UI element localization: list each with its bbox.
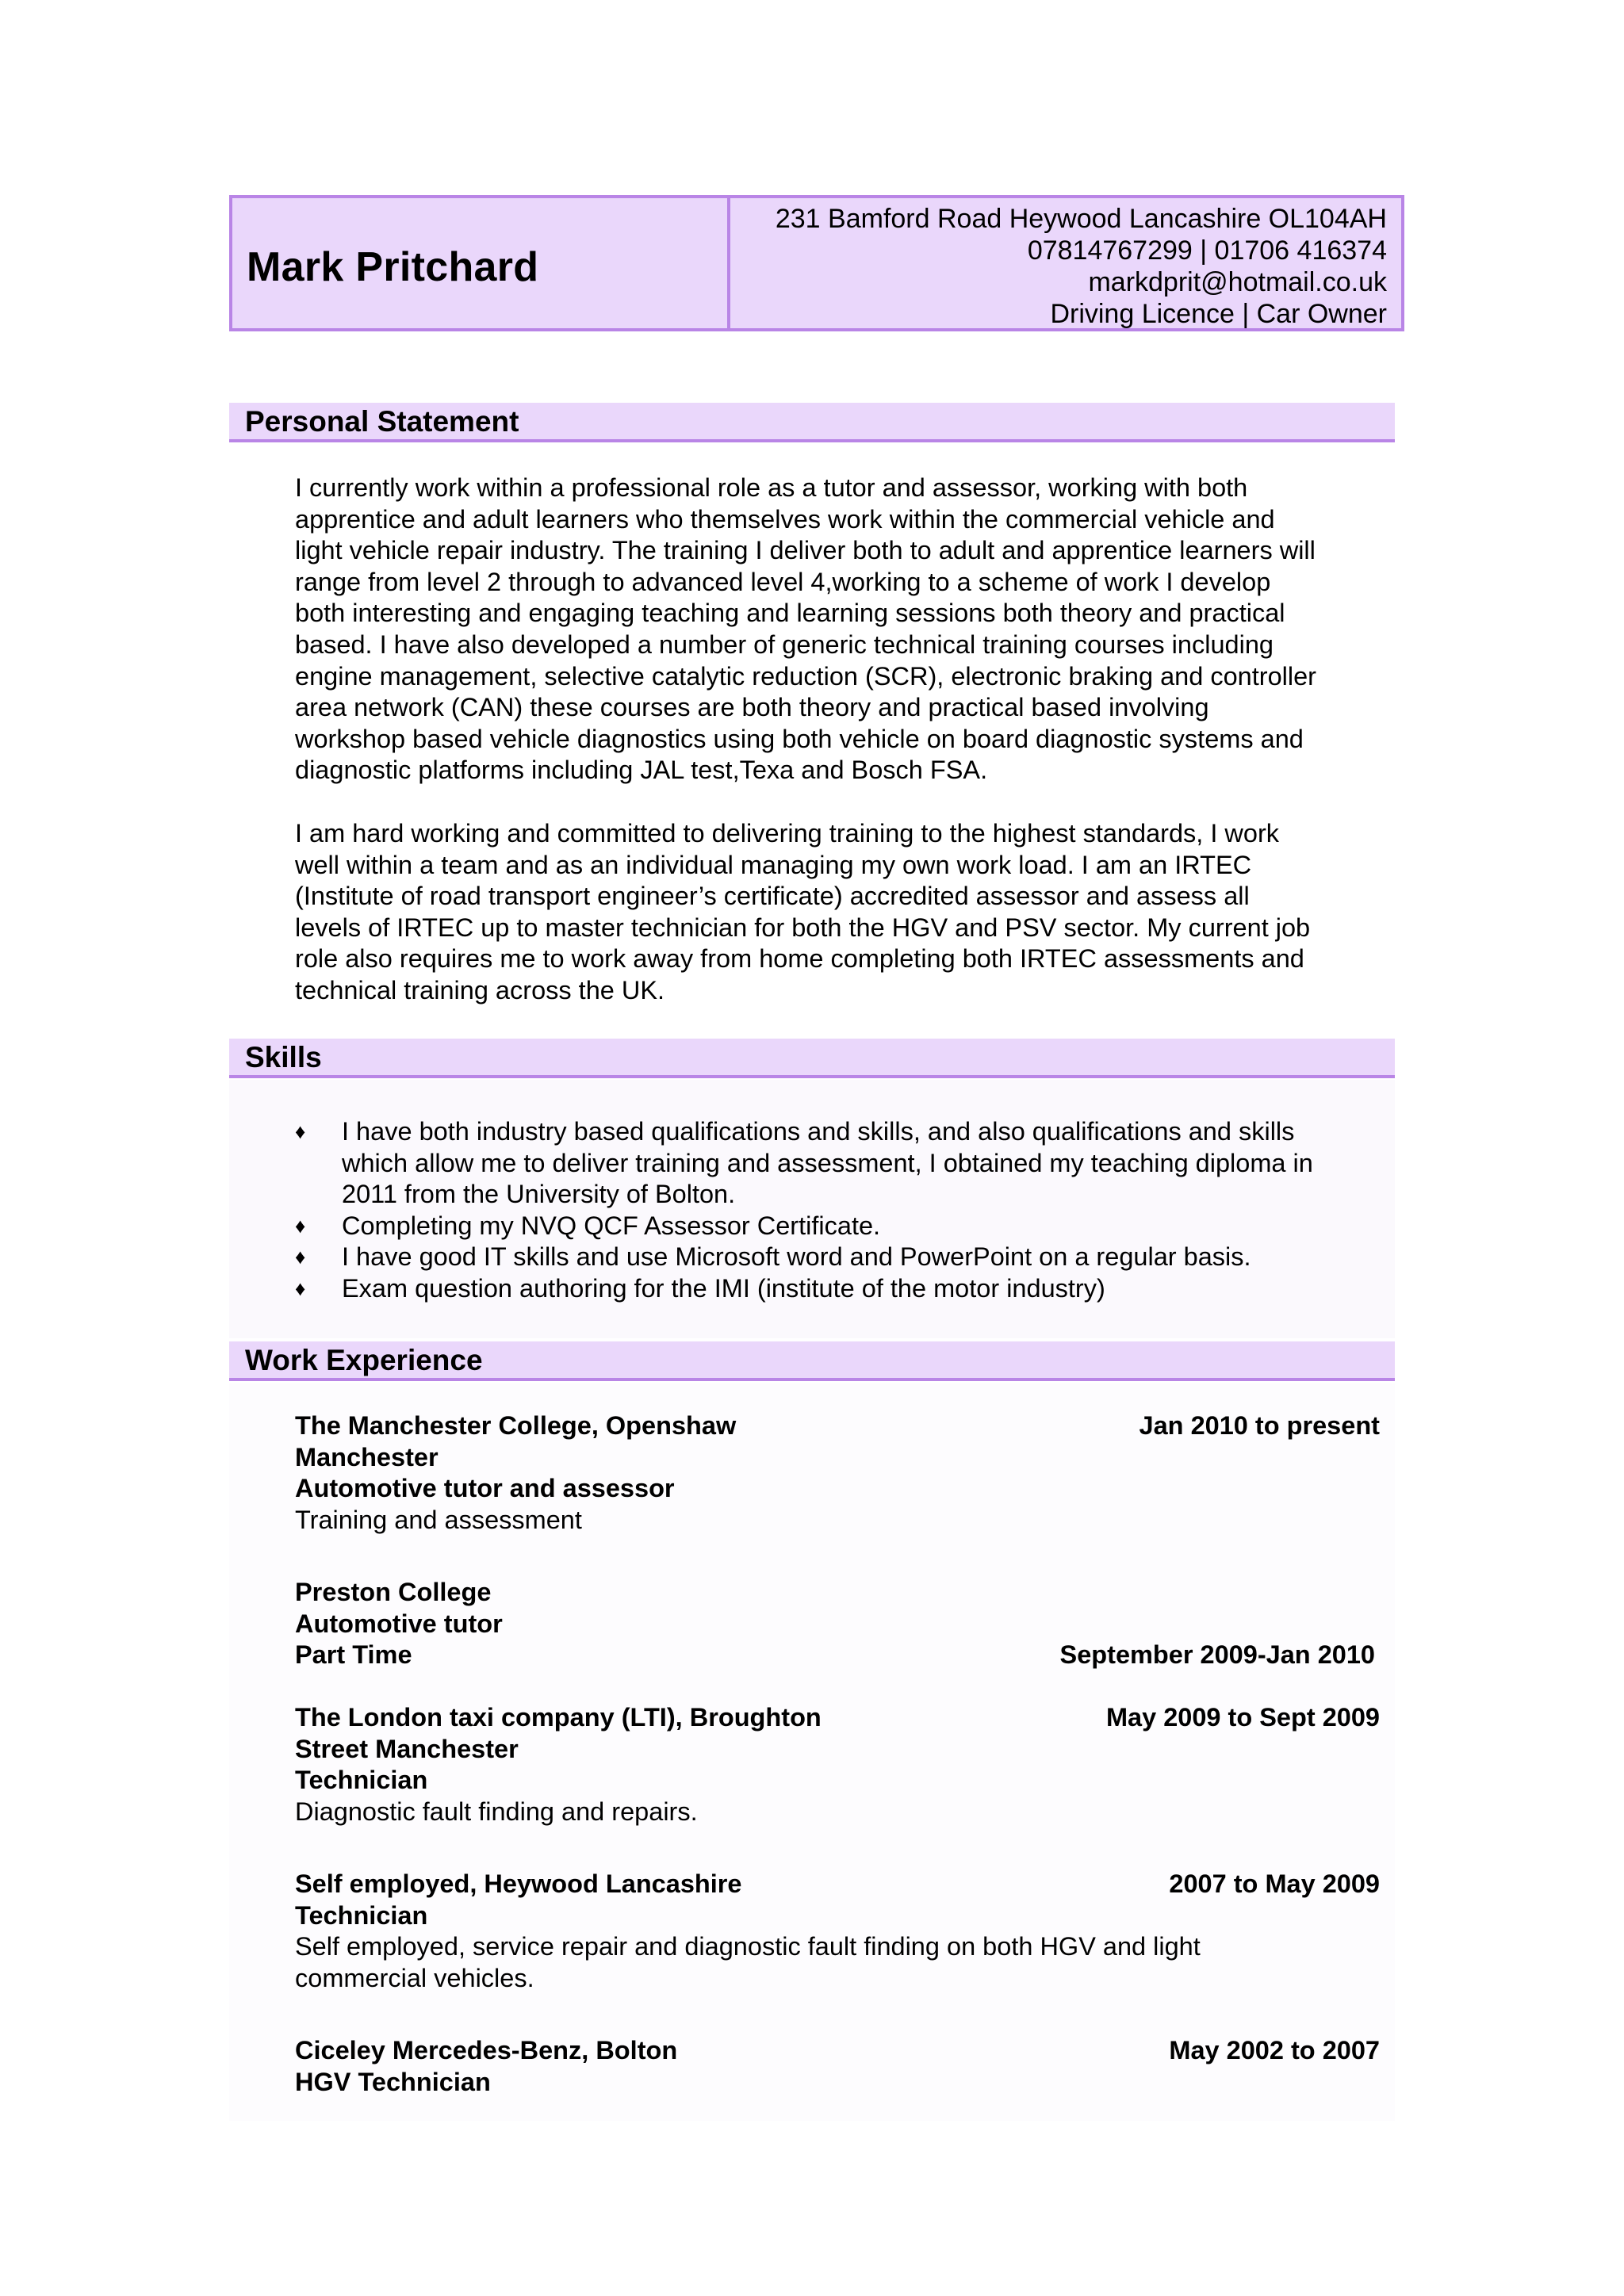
job-entry bbox=[295, 1869, 1380, 1994]
section-heading-work-experience bbox=[229, 1341, 1395, 1381]
list-item bbox=[295, 1116, 1397, 1211]
diamond-bullet-icon: ♦ bbox=[295, 1213, 306, 1238]
section-title: Skills bbox=[245, 1041, 322, 1073]
text-line: role also requires me to work away from home completing both IRTEC assessments and bbox=[295, 944, 1304, 974]
text-line: which allow me to deliver training and assessment, I obtained my teaching diploma in bbox=[342, 1148, 1313, 1177]
job-dates: September 2009-Jan 2010 bbox=[1059, 1640, 1375, 1669]
text-line: well within a team and as an individual managing my own work load. I am an IRTEC bbox=[295, 850, 1252, 879]
list-item bbox=[295, 1273, 1397, 1305]
section-title: Work Experience bbox=[245, 1344, 483, 1376]
text-line: levels of IRTEC up to master technician for both the HGV and PSV sector. My current job bbox=[295, 913, 1311, 942]
job-role: Automotive tutor and assessor bbox=[295, 1474, 675, 1503]
job-dates: May 2002 to 2007 bbox=[1169, 2036, 1380, 2064]
text-line: I am hard working and committed to delivering training to the highest standards, I work bbox=[295, 819, 1280, 848]
job-dates: 2007 to May 2009 bbox=[1169, 1869, 1380, 1898]
job-entry bbox=[295, 1702, 1380, 1827]
diamond-bullet-icon: ♦ bbox=[295, 1245, 306, 1269]
text-line: area network (CAN) these courses are both theory and practical based involving bbox=[295, 693, 1209, 722]
text-line: range from level 2 through to advanced level 4,working to a scheme of work I develop bbox=[295, 567, 1271, 596]
email: markdprit@hotmail.co.uk bbox=[1088, 267, 1387, 297]
text-line: 2011 from the University of Bolton. bbox=[342, 1180, 736, 1209]
job-entry bbox=[295, 2035, 1380, 2098]
text-line: I currently work within a professional role as a tutor and assessor, working with both bbox=[295, 473, 1248, 502]
job-employer: Preston College bbox=[295, 1578, 492, 1606]
job-dates: May 2009 to Sept 2009 bbox=[1105, 1703, 1380, 1732]
job-employer: The Manchester College, Openshaw bbox=[295, 1411, 737, 1440]
job-type: Part Time bbox=[295, 1640, 412, 1670]
list-item bbox=[295, 1211, 1397, 1242]
address: 231 Bamford Road Heywood Lancashire OL104AH bbox=[775, 204, 1387, 234]
job-description: Self employed, service repair and diagnostic fault finding on both HGV and light bbox=[295, 1932, 1201, 1961]
personal-statement-paragraph-2 bbox=[295, 818, 1397, 1007]
resume-header bbox=[229, 195, 1404, 331]
phone-numbers: 07814767299 | 01706 416374 bbox=[1027, 235, 1387, 266]
licence-info: Driving Licence | Car Owner bbox=[1050, 299, 1387, 329]
job-entry bbox=[295, 1410, 1380, 1536]
job-employer: Self employed, Heywood Lancashire bbox=[295, 1869, 742, 1898]
diamond-bullet-icon: ♦ bbox=[295, 1276, 306, 1300]
text-line: apprentice and adult learners who themselves work within the commercial vehicle and bbox=[295, 504, 1275, 534]
candidate-name: Mark Pritchard bbox=[247, 244, 539, 290]
job-role: Technician bbox=[295, 1900, 428, 1930]
text-line: I have good IT skills and use Microsoft word and PowerPoint on a regular basis. bbox=[342, 1242, 1251, 1272]
personal-statement-paragraph-1 bbox=[295, 473, 1397, 786]
job-employer-location: Manchester bbox=[295, 1442, 439, 1471]
text-line: based. I have also developed a number of generic technical training courses including bbox=[295, 629, 1274, 659]
text-line: Exam question authoring for the IMI (institute of the motor industry) bbox=[342, 1273, 1105, 1303]
list-item bbox=[295, 1242, 1397, 1273]
job-role: Technician bbox=[295, 1766, 428, 1795]
job-role: Automotive tutor bbox=[295, 1609, 503, 1638]
job-entry bbox=[295, 1577, 1380, 1671]
name-cell bbox=[232, 198, 730, 328]
diamond-bullet-icon: ♦ bbox=[295, 1119, 306, 1143]
text-line: both interesting and engaging teaching and learning sessions both theory and practical bbox=[295, 599, 1285, 628]
job-role: HGV Technician bbox=[295, 2067, 491, 2096]
text-line: workshop based vehicle diagnostics using both vehicle on board diagnostic systems and bbox=[295, 724, 1304, 753]
skills-list bbox=[295, 1116, 1397, 1305]
text-line: engine management, selective catalytic reduction (SCR), electronic braking and controller bbox=[295, 661, 1317, 691]
text-line: technical training across the UK. bbox=[295, 975, 665, 1004]
job-description: commercial vehicles. bbox=[295, 1963, 534, 1992]
job-description: Training and assessment bbox=[295, 1505, 582, 1534]
section-title: Personal Statement bbox=[245, 405, 519, 438]
job-description: Diagnostic fault finding and repairs. bbox=[295, 1797, 698, 1826]
job-employer: The London taxi company (LTI), Broughton bbox=[295, 1703, 822, 1732]
section-heading-skills bbox=[229, 1039, 1395, 1078]
text-line: I have both industry based qualifications and skills, and also qualifications and skills bbox=[342, 1117, 1295, 1146]
text-line: diagnostic platforms including JAL test,Texa and Bosch FSA. bbox=[295, 756, 988, 785]
job-employer-location: Street Manchester bbox=[295, 1734, 519, 1763]
job-dates: Jan 2010 to present bbox=[1139, 1411, 1380, 1440]
text-line: Completing my NVQ QCF Assessor Certificate. bbox=[342, 1211, 881, 1240]
text-line: light vehicle repair industry. The training I deliver both to adult and apprentice learners will bbox=[295, 536, 1316, 565]
job-employer: Ciceley Mercedes-Benz, Bolton bbox=[295, 2036, 678, 2064]
contact-cell bbox=[730, 198, 1401, 328]
text-line: (Institute of road transport engineer’s certificate) accredited assessor and assess all bbox=[295, 882, 1250, 911]
section-heading-personal-statement bbox=[229, 403, 1395, 442]
